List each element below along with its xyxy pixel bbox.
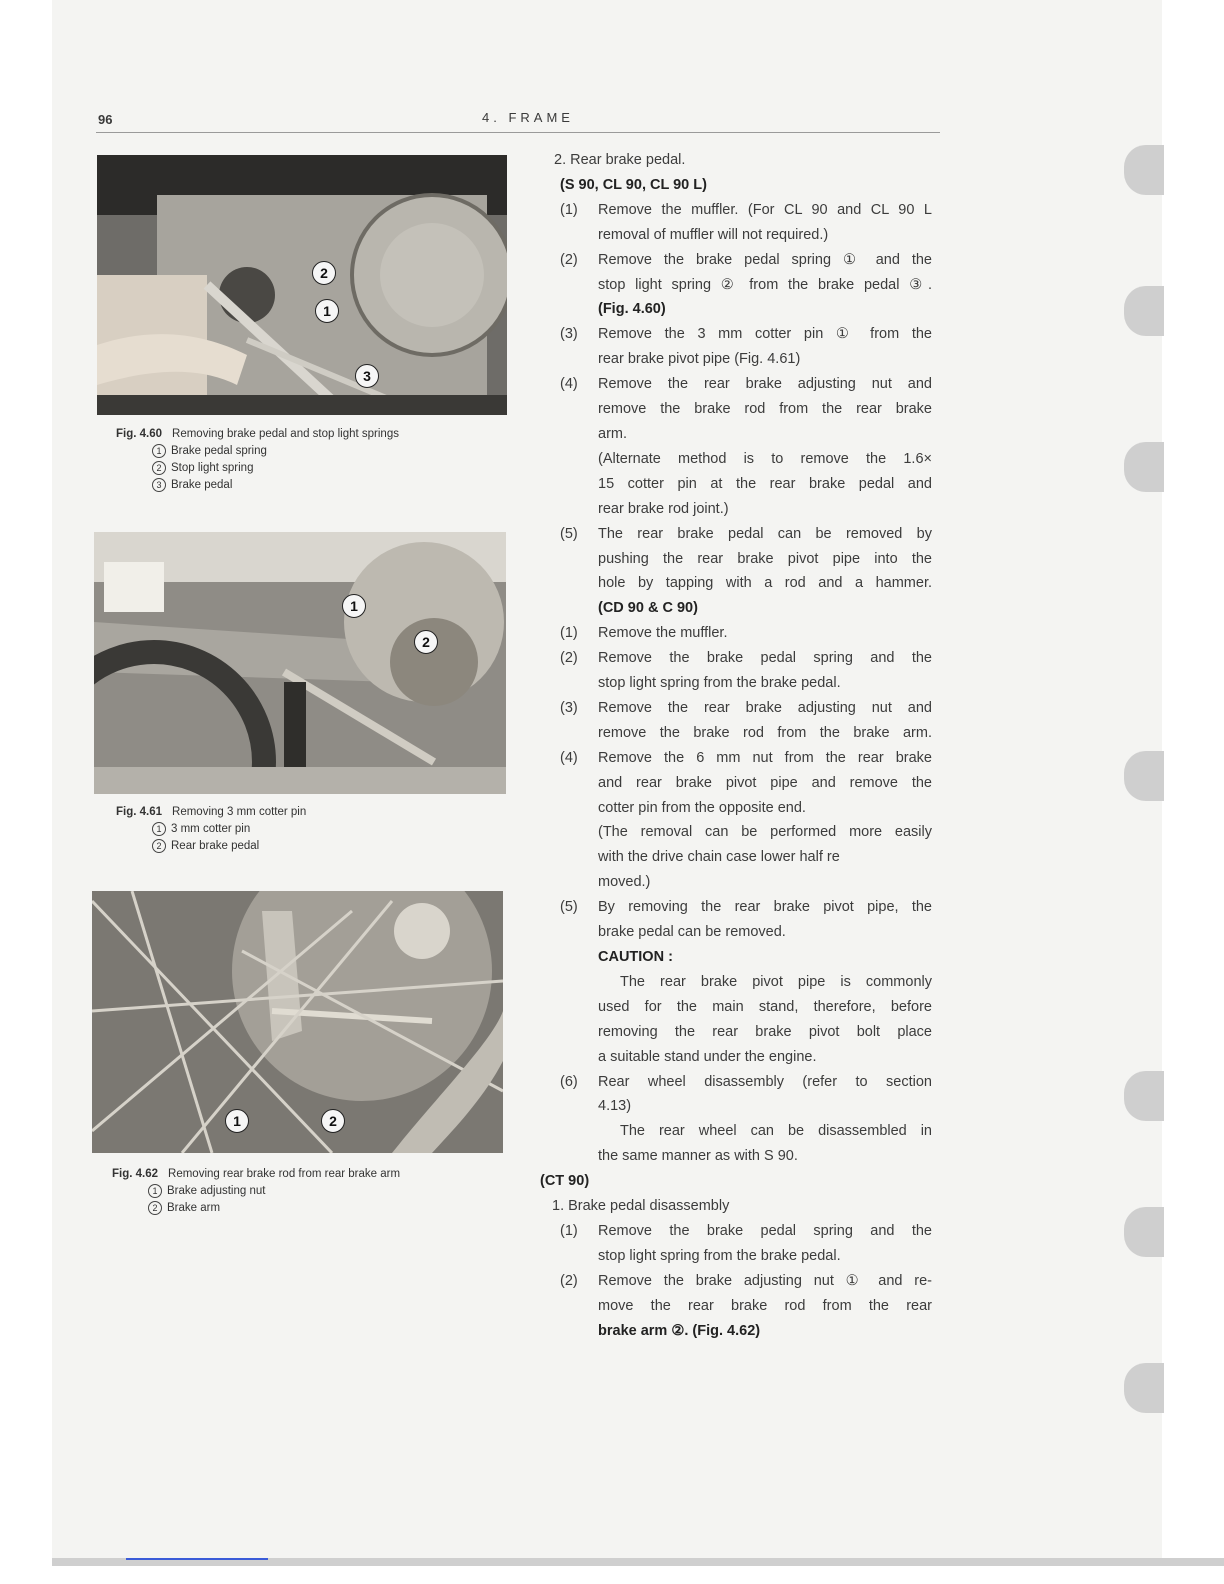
step-b4-note: moved.) <box>598 874 651 891</box>
step-a4-alt: rear brake rod joint.) <box>598 500 729 517</box>
figure-title: Removing brake pedal and stop light springs <box>172 428 399 440</box>
step-c1-cont: stop light spring from the brake pedal. <box>598 1247 841 1264</box>
step-a4-cont: remove the brake rod from the rear brake <box>598 401 932 418</box>
caption-item: 1 3 mm cotter pin <box>116 821 516 838</box>
section-heading: 2. Rear brake pedal. <box>554 152 686 168</box>
step-b3-cont: remove the brake rod from the brake arm. <box>598 724 932 741</box>
photo-rear-brake-arm <box>92 891 503 1153</box>
model-heading: (S 90, CL 90, CL 90 L) <box>560 176 707 193</box>
figure-caption-4-61 <box>116 804 516 855</box>
step-b4-note: with the drive chain case lower half re <box>598 849 840 866</box>
binder-tab <box>1124 1071 1164 1121</box>
step-b6-note: The rear wheel can be disassembled in <box>620 1123 932 1140</box>
step-a2-ref: (Fig. 4.60) <box>598 301 666 318</box>
step-b6-note: the same manner as with S 90. <box>598 1148 798 1165</box>
figure-title: Removing rear brake rod from rear brake arm <box>168 1168 401 1180</box>
step-b5: (5) By removing the rear brake pivot pipe, the <box>560 899 932 916</box>
step-b5-cont: brake pedal can be removed. <box>598 924 786 941</box>
step-a4-alt: (Alternate method is to remove the 1.6× <box>598 450 932 467</box>
callout-1: 1 <box>342 594 366 618</box>
caution-label: CAUTION : <box>598 949 673 965</box>
step-b4-cont: cotter pin from the opposite end. <box>598 799 806 816</box>
step-b2: (2) Remove the brake pedal spring and the <box>560 650 932 667</box>
step-b2-cont: stop light spring from the brake pedal. <box>598 675 841 692</box>
step-c2: (2) Remove the brake adjusting nut ① and re- <box>560 1272 932 1289</box>
figure-label: Fig. 4.60 <box>116 428 163 440</box>
photo-engine-brake-pedal <box>97 155 507 415</box>
caption-item: 2 Rear brake pedal <box>116 838 516 855</box>
caption-item: 2 Brake arm <box>112 1200 512 1217</box>
step-a2-cont: stop light spring ② from the brake pedal ③. <box>598 276 932 293</box>
caption-item: 2 Stop light spring <box>116 460 516 477</box>
model-heading: (CT 90) <box>540 1173 590 1190</box>
model-heading: (CD 90 & C 90) <box>598 600 698 617</box>
callout-3: 3 <box>355 364 379 388</box>
subsection-heading: 1. Brake pedal disassembly <box>552 1198 730 1215</box>
caption-item: 1 Brake adjusting nut <box>112 1183 512 1200</box>
caution-text: used for the main stand, therefore, before <box>598 998 932 1015</box>
step-b4-note: (The removal can be performed more easily <box>598 824 932 841</box>
figure-title: Removing 3 mm cotter pin <box>172 806 307 818</box>
step-a5-cont: pushing the rear brake pivot pipe into the <box>598 550 932 567</box>
callout-2: 2 <box>312 261 336 285</box>
binder-tab <box>1124 751 1164 801</box>
callout-1: 1 <box>315 299 339 323</box>
figure-caption-4-60 <box>116 426 516 494</box>
binder-tab <box>1124 286 1164 336</box>
page-number: 96 <box>98 112 113 127</box>
callout-1: 1 <box>225 1109 249 1133</box>
step-b6: (6) Rear wheel disassembly (refer to section <box>560 1073 932 1090</box>
binder-tab <box>1124 1207 1164 1257</box>
page-bottom-accent <box>126 1558 268 1560</box>
chapter-title: 4. FRAME <box>482 110 574 125</box>
step-a4-alt: 15 cotter pin at the rear brake pedal and <box>598 475 932 492</box>
step-a4: (4) Remove the rear brake adjusting nut and <box>560 376 932 393</box>
caution-text: removing the rear brake pivot bolt place <box>598 1023 932 1040</box>
step-c1: (1) Remove the brake pedal spring and the <box>560 1222 932 1239</box>
binder-tab <box>1124 442 1164 492</box>
step-a2: (2) Remove the brake pedal spring ① and the <box>560 251 932 268</box>
step-a3-cont: rear brake pivot pipe (Fig. 4.61) <box>598 351 801 368</box>
callout-2: 2 <box>414 630 438 654</box>
caution-text: The rear brake pivot pipe is commonly <box>620 973 932 990</box>
caption-item: 1 Brake pedal spring <box>116 443 516 460</box>
caption-item: 3 Brake pedal <box>116 477 516 494</box>
binder-tab <box>1124 1363 1164 1413</box>
caution-text: a suitable stand under the engine. <box>598 1048 817 1065</box>
binder-tab <box>1124 145 1164 195</box>
step-a5: (5) The rear brake pedal can be removed by <box>560 525 932 542</box>
step-b3: (3) Remove the rear brake adjusting nut and <box>560 699 932 716</box>
header-rule <box>96 132 940 133</box>
figure-photo-4-62 <box>92 891 503 1153</box>
step-a3: (3) Remove the 3 mm cotter pin ① from the <box>560 326 932 343</box>
step-a4-cont: arm. <box>598 425 627 442</box>
step-a1: (1) Remove the muffler. (For CL 90 and CL 90 L <box>560 201 932 218</box>
step-b4-cont: and rear brake pivot pipe and remove the <box>598 774 932 791</box>
step-b4: (4) Remove the 6 mm nut from the rear brake <box>560 749 932 766</box>
photo-rear-pivot <box>94 532 506 794</box>
step-a1-cont: removal of muffler will not required.) <box>598 226 829 243</box>
figure-label: Fig. 4.62 <box>112 1168 159 1180</box>
figure-label: Fig. 4.61 <box>116 806 163 818</box>
callout-2: 2 <box>321 1109 345 1133</box>
figure-caption-4-62 <box>112 1166 512 1217</box>
step-c2-ref: brake arm ②. (Fig. 4.62) <box>598 1322 761 1339</box>
procedure-text <box>540 148 932 1344</box>
step-a5-cont: hole by tapping with a rod and a hammer. <box>598 575 932 592</box>
step-b6-cont: 4.13) <box>598 1098 632 1115</box>
figure-photo-4-60 <box>97 155 507 415</box>
step-c2-cont: move the rear brake rod from the rear <box>598 1297 932 1314</box>
figure-photo-4-61 <box>94 532 506 794</box>
step-b1: (1) Remove the muffler. <box>560 625 728 642</box>
